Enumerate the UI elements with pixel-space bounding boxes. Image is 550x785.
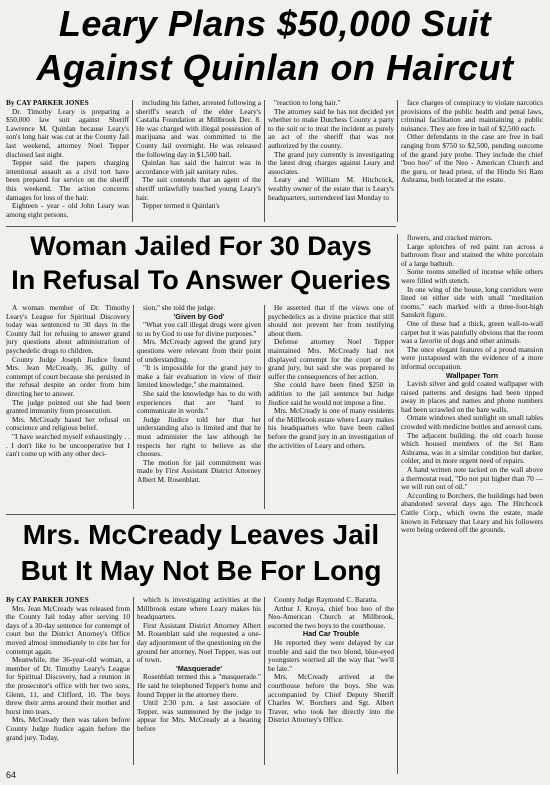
paragraph: Eighteen - year - old John Leary was among eight persons, [6, 201, 129, 219]
paragraph: Judge Jiudice told her that her understanding also is limited and that he must administer the law although he respects her right to believe as she chooses. [137, 414, 261, 459]
paragraph: The motion for jail commitment was made by First Assistant District Attorney Albert M. Rosenblatt. [137, 457, 261, 484]
paragraph: One of these had a thick, green wall-to-wall carpet but it was painfully obvious that the room was a favorite of dogs and other animals. [401, 318, 543, 346]
paragraph: which is investigating activities at the Millbrook estate where Leary makes his headquarters. [137, 596, 261, 622]
story3-column-2 [137, 596, 261, 766]
paragraph: The attorney said he has not decided yet whether to make Dutchess County a party to the suit or to treat the incident as purely an act of the sheriff that was not authorized by the county. [268, 106, 394, 150]
column-divider [397, 100, 398, 222]
paragraph: The once elegant features of a proud mansion were juxtaposed with the evidence of a more informal occupation. [401, 344, 543, 371]
paragraph: He reported they were delayed by car trouble and said the two blond, blue-eyed youngsters worried all the way that "we'll be late." [268, 637, 394, 673]
column-divider [264, 305, 265, 509]
subheading: 'Masquerade' [175, 663, 223, 673]
column-divider [132, 100, 133, 222]
paragraph: "What you call illegal drugs were given to us by God to use for divine purposes." [137, 320, 261, 338]
page-number: 64 [6, 770, 17, 780]
paragraph: Quinlan has said the haircut was in accordance with jail sanitary rules. [136, 158, 261, 176]
column-divider [133, 305, 134, 509]
paragraph: Lavish silver and gold coated wallpaper with raised patterns and designs had been ripped away in places and names and phone numbers had been scrawled on the bare walls. [401, 379, 543, 414]
story1-column-4 [401, 99, 543, 231]
paragraph: Mrs. McCready is one of many residents of the Millbrook estate where Leary makes his headquarters who have been called before the grand jury in an investigation of the activities of Leary and others. [268, 406, 394, 450]
section-rule [6, 226, 396, 227]
paragraph: Other defendants in the case are free in bail ranging from $750 to $2,500, pending outcome of the grand jury probe. They include the chief "boo hoo" of the Neo - American Church and the guru, or head priest, of the Hindu Sri Ram Ashrama, both located at the estate. [401, 132, 543, 185]
sidebar-column [401, 234, 543, 778]
column-divider [264, 100, 265, 222]
paragraph: The judge pointed out she had been granted immunity from prosecution. [6, 397, 130, 416]
paragraph: A woman member of Dr. Timothy Leary's League for Spiritual Discovery today was sentenced to 30 days in the County Jail for refusing to answer grand jury questions about administration of psychedelic drugs to children. [6, 304, 130, 355]
paragraph: Large splotches of red paint ran across a bathroom floor and stained the white porcelain of a large bathtub. [401, 241, 543, 268]
paragraph: Ornate windows shed sunlight on small tables crowded with medicine bottles and aerosol cans. [401, 413, 543, 432]
paragraph: County Judge Joseph Jiudice found Mrs. Jean McCready, 36, guilty of contempt of court because she persisted in the refusal despite an order from him directing her to answer. [6, 354, 130, 398]
paragraph: Tepper termed it Quinlan's [142, 201, 220, 211]
paragraph: Leary and William M. Hitchcock, wealthy owner of the estate that is Leary's headquarters, surrendered last Monday to [268, 175, 394, 202]
paragraph: Defense attorney Noel Tepper maintained Mrs. McCready had not displayed contempt for the court or the grand jury, but said she was prepared to suffer the consequences of her action. [268, 337, 394, 381]
paragraph: A hand written note tacked on the wall above a thermostat read, "Do not put higher than 70 — we will run out of oil." [401, 465, 543, 492]
paragraph: Some rooms smelled of incense while others were filled with stench. [401, 267, 543, 285]
paragraph: First Assistant District Attorney Albert M. Rosenblatt said she requested a one-day adjournment of the questioning on the ground her attorney, Noel Tepper, was out of town. [137, 620, 261, 665]
paragraph: "I have searched myself exhaustingly . . . I don't like to be uncooperative but I can't come up with any other deci- [6, 431, 130, 459]
paragraph: Mrs. McCready arrived at the courthouse before the boys. She was accompanied by Chief Deputy Sheriff Charles W. Borchers and Sgt. Albert Traver, who took her directly into the District Attorney's Office. [268, 672, 394, 725]
story1-column-2 [136, 99, 261, 223]
paragraph: Rosenblatt termed this a "masquerade." He said he telephoned Tepper's home and found Tepper in the attorney there. [137, 672, 261, 699]
paragraph: She said the knowledge has to do with experiences that are "hard to communicate in words." [137, 388, 261, 416]
story1-headline-line1: Leary Plans $50,000 Suit [58, 3, 492, 44]
column-divider [133, 597, 134, 765]
story3-column-1 [6, 596, 130, 766]
paragraph: Mrs. McCready based her refusal on conscience and religious belief. [6, 414, 130, 433]
paragraph: The adjacent building, the old coach house which housed members of the Sri Ram Ashrama, was in a similar condition but darker, colder, and in more urgent need of repairs. [401, 430, 543, 466]
column-divider [397, 234, 398, 774]
paragraph: Arthur J. Kroya, chief boo hoo of the Neo-American Church at Millbrook, escorted the two boys to the courthouse. [268, 603, 394, 630]
story2-headline-line1: Woman Jailed For 30 Days [30, 231, 372, 261]
paragraph: face charges of conspiracy to violate narcotics provisions of the public health and penal laws, criminal facilitation and maintaining a public nuisance. They are free in bail of $2,500 each. [401, 99, 543, 133]
story2-headline-line2: In Refusal To Answer Queries [11, 265, 391, 295]
paragraph: According to Borchers, the buildings had been abandoned several days ago. The Hitchcock Cattle Corp., which owns the estate, made known in February that Leary and his followers were being ordered off the grounds. [401, 490, 543, 535]
story3-headline-line1: Mrs. McCready Leaves Jail [22, 519, 380, 550]
paragraph: Until 2:30 p.m. a last associate of Tepper, was summoned by the judge to appear for Mrs. McCready at a hearing before [137, 698, 261, 733]
story2-column-1 [6, 304, 130, 510]
story1-headline-line2: Against Quinlan on Haircut [36, 47, 514, 88]
paragraph: flowers, and cracked mirrors. [407, 234, 493, 242]
paragraph: Meanwhile, the 36-year-old woman, a member of Dr. Timothy Leary's League for Spiritual Discovery, had a reunion in the prosecutor's office with her two sons, Glenn, 11, and Clifford, 10. The boys threw their arms around their mother and burst into tears. [6, 655, 130, 716]
paragraph: The grand jury currently is investigating the latest drug charges against Leary and associates. [268, 149, 394, 176]
paragraph: Mrs. McCready agreed the grand jury questions were relevant from their point of understanding. [137, 337, 261, 364]
paragraph: Mrs. McCready then was taken before County Judge Jiudice again before the grand jury. Today, [6, 715, 130, 742]
paragraph: County Judge Raymond C. Baratta. [274, 596, 378, 604]
story2-column-3 [268, 304, 394, 510]
story1-column-3 [268, 99, 394, 223]
paragraph: including his father, arrested following a sheriff's search of the elder Leary's Castalia Foundation at Millbrook Dec. 8. He was charged with illegal possession of marijuana and was committed to the County Jail overnight. He was released the following day in $1,500 bail. [136, 99, 261, 159]
column-divider [264, 597, 265, 765]
paragraph: "It is impossible for the grand jury to make a fair evaluation in view of their limited knowledge," she maintained. [137, 363, 261, 390]
paragraph: "reaction to long hair." [274, 99, 341, 107]
paragraph: sion," she told the judge. [143, 304, 216, 312]
paragraph: She could have been fined $250 in addition to the jail sentence but Judge Jiudice said he would not impose a fine. [268, 380, 394, 407]
paragraph: He asserted that if the views one of psychedelics as a divine practice that still should not prevent her from testifying about them. [268, 304, 394, 338]
paragraph: Dr. Timothy Leary is preparing a $50,000 law suit against Sheriff Lawrence M. Quinlan because Leary's son's long hair was cut at the County Jail last weekend, attorney Noel Tepper disclosed last night. [6, 106, 129, 159]
story3-column-3 [268, 596, 394, 766]
paragraph: Tepper said the papers charging intentional assault as a civil tort have been prepared for service on the sheriff this weekend. The action concerns damages for loss of the hair. [6, 158, 129, 202]
story1-column-1 [6, 99, 129, 223]
paragraph: In one wing of the house, long corridors were lined on either side with small "meditation rooms," each marked with a three-foot-high Sanskrit figure. [401, 284, 543, 320]
section-rule [6, 514, 396, 515]
subheading: Wallpaper Torn [445, 370, 499, 380]
byline: By CAY PARKER JONES [6, 99, 89, 107]
paragraph: Mrs. Jean McCready was released from the County Jail today after serving 10 days of a 30-day sentence for contempt of court but the District Attorney's Office moved almost immediately to cite her for contempt again. [6, 603, 130, 656]
story2-column-2 [137, 304, 261, 510]
paragraph: The suit contends that an agent of the sheriff unlawfully touched young Leary's hair. [136, 175, 261, 202]
subheading: 'Given by God' [173, 311, 225, 321]
byline: By CAY PARKER JONES [6, 596, 89, 604]
subheading: Had Car Trouble [302, 629, 360, 639]
story3-headline-line2: But It May Not Be For Long [20, 555, 382, 586]
